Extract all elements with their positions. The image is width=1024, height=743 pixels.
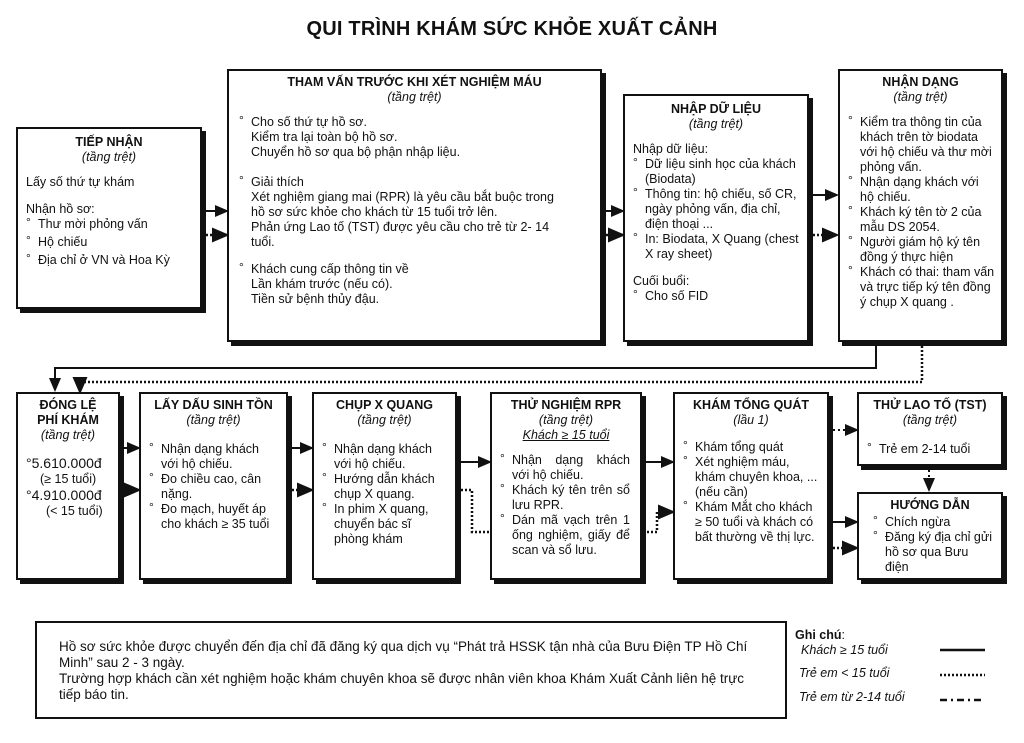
- box-sinh-ton: [139, 392, 288, 580]
- box-tiep-nhan: [16, 127, 202, 309]
- box-tong-quat: [673, 392, 829, 580]
- box-dong-le-phi: [16, 392, 120, 580]
- list-item: [239, 175, 592, 250]
- box-tham-van: [227, 69, 602, 342]
- box-text: Nhận hồ sơ:: [26, 202, 95, 216]
- list-item: ° Đo chiều cao, cân nặng.: [149, 472, 278, 502]
- list-item: ° Nhận dạng khách với hộ chiếu.: [149, 442, 278, 472]
- list-item: ° Kiểm tra thông tin của khách trên tờ biodata với hộ chiếu và thư mời phỏng vấn.: [848, 115, 995, 175]
- box-title: ĐÓNG LỆ: [39, 398, 97, 412]
- box-subtitle: (tầng trệt): [186, 413, 241, 427]
- box-title: THAM VẤN TRƯỚC KHI XÉT NGHIỆM MÁU: [287, 75, 542, 89]
- box-nhan-dang: [838, 69, 1003, 342]
- box-text: hồ sơ sức khỏe cho khách từ 15 tuổi trở lên.: [251, 205, 498, 219]
- list-item: ° Người giám hộ ký tên đồng ý thực hiện: [848, 235, 995, 265]
- fee-note: (≥ 15 tuổi): [40, 472, 97, 486]
- box-text: ° Giải thích: [251, 175, 304, 189]
- box-text: Tiền sử bệnh thủy đậu.: [251, 292, 380, 306]
- box-text: tuổi.: [251, 235, 275, 249]
- fee-note: (< 15 tuổi): [46, 504, 103, 518]
- list-item: ° Chích ngừa: [873, 515, 993, 530]
- box-title: LẤY DẤU SINH TỒN: [154, 398, 273, 412]
- box-nhap-du-lieu: [623, 94, 809, 342]
- box-text: Cuối buổi:: [633, 274, 690, 288]
- list-item: ° Trẻ em 2-14 tuổi: [867, 442, 993, 457]
- legend: [795, 628, 1015, 718]
- box-subtitle: (tầng trệt): [893, 90, 948, 104]
- list-item: [239, 115, 592, 160]
- box-text: Xét nghiệm giang mai (RPR) là yêu cầu bắt buộc trong: [251, 190, 554, 204]
- box-text: Kiểm tra lại toàn bộ hồ sơ.: [251, 130, 398, 144]
- list-item: ° Đo mạch, huyết áp cho khách ≥ 35 tuổi: [149, 502, 278, 532]
- list-item: ° Thông tin: hộ chiếu, số CR, ngày phỏng vấn, địa chỉ, điện thoại ...: [633, 187, 799, 232]
- box-title: NHẬN DẠNG: [882, 75, 959, 89]
- box-text: Lần khám trước (nếu có).: [251, 277, 393, 291]
- box-title: TIẾP NHẬN: [75, 135, 143, 149]
- box-title: KHÁM TỔNG QUÁT: [693, 398, 809, 412]
- list-item: ° Nhận dạng khách với hộ chiếu.: [848, 175, 995, 205]
- legend-title: Ghi chú:: [795, 628, 846, 642]
- box-title: HƯỚNG DẪN: [890, 498, 970, 512]
- box-huong-dan: [857, 492, 1003, 580]
- list-item: ° In phim X quang, chuyển bác sĩ phòng khám: [322, 502, 447, 547]
- box-subtitle: (tầng trệt): [387, 90, 442, 104]
- list-item: ° In: Biodata, X Quang (chest X ray sheet): [633, 232, 799, 262]
- list-item: ° Khách có thai: tham vấn và trực tiếp ký tên đồng ý chụp X quang .: [848, 265, 995, 310]
- box-subtitle: (tầng trệt): [538, 413, 594, 427]
- box-x-quang: [312, 392, 457, 580]
- box-text: Phản ứng Lao tố (TST) được yêu cầu cho trẻ từ 2- 14: [251, 220, 550, 234]
- box-subtitle: (tầng trệt): [688, 117, 744, 131]
- box-subtitle: (tầng trệt): [902, 413, 958, 427]
- list-item: ° Dữ liệu sinh học của khách (Biodata): [633, 157, 799, 187]
- note-text: Hồ sơ sức khỏe được chuyển đến địa chỉ đã đăng ký qua dịch vụ “Phát trả HSSK tận nhà của Bưu Điện TP Hồ Chí Minh” sau 2 - 3 ngày.: [59, 639, 748, 670]
- list-item: ° Khám Mắt cho khách ≥ 50 tuổi và khách có bất thường về thị lực.: [683, 500, 819, 545]
- box-text: ° Cho số thứ tự hồ sơ.: [251, 115, 367, 129]
- list-item: ° Nhận dạng khách với hộ chiếu.: [500, 453, 630, 483]
- page-title: QUI TRÌNH KHÁM SỨC KHỎE XUẤT CẢNH: [306, 18, 718, 40]
- note-text: Trường hợp khách cần xét nghiệm hoặc khám chuyên khoa sẽ được nhân viên khoa Khám Xuất Cảnh liên hệ trực tiếp báo tin.: [59, 671, 745, 702]
- legend-item-dotted: Trẻ em < 15 tuổi: [799, 666, 890, 680]
- box-rpr: [490, 392, 642, 580]
- box-subtitle: (tầng trệt): [40, 428, 96, 442]
- list-item: ° Cho số FID: [633, 289, 799, 304]
- delivery-note: [35, 621, 787, 719]
- box-text: Chuyển hồ sơ qua bộ phận nhập liệu.: [251, 145, 461, 159]
- box-title: CHỤP X QUANG: [335, 398, 433, 412]
- box-text: Nhập dữ liệu:: [633, 142, 709, 156]
- list-item: ° Khách ký tên tờ 2 của mẫu DS 2054.: [848, 205, 995, 235]
- list-item: ° Nhận dạng khách với hộ chiếu.: [322, 442, 447, 472]
- list-item: ° Khám tổng quát: [683, 440, 819, 455]
- box-text: ° Khách cung cấp thông tin về: [251, 262, 409, 276]
- list-item: ° Xét nghiệm máu, khám chuyên khoa, ...(nếu cần): [683, 455, 819, 500]
- list-item: ° Địa chỉ ở VN và Hoa Kỳ: [26, 253, 192, 268]
- list-item: [239, 262, 592, 307]
- fee-amount: °5.610.000đ: [26, 455, 102, 471]
- legend-item-solid: Khách ≥ 15 tuổi: [801, 643, 888, 657]
- box-subtitle: (lầu 1): [733, 413, 769, 427]
- box-lao-to: [857, 392, 1003, 466]
- box-subtitle: (tầng trệt): [81, 150, 137, 164]
- list-item: ° Hướng dẫn khách chụp X quang.: [322, 472, 447, 502]
- box-title: THỬ LAO TỐ (TST): [873, 398, 987, 412]
- box-text: Lấy số thứ tự khám: [26, 175, 135, 189]
- box-title: PHÍ KHÁM: [37, 413, 99, 427]
- box-subtitle: (tầng trệt): [357, 413, 412, 427]
- list-item: ° Khách ký tên trên sổ lưu RPR.: [500, 483, 630, 513]
- list-item: ° Dán mã vạch trên 1 ống nghiệm, giấy để scan và sổ lưu.: [500, 513, 630, 558]
- list-item: ° Hộ chiếu: [26, 235, 192, 250]
- fee-amount: °4.910.000đ: [26, 487, 102, 503]
- box-subtitle: Khách ≥ 15 tuổi: [522, 428, 610, 442]
- box-title: NHẬP DỮ LIỆU: [670, 102, 761, 116]
- legend-item-dashdot: Trẻ em từ 2-14 tuổi: [799, 690, 905, 704]
- box-title: THỬ NGHIỆM RPR: [510, 398, 622, 412]
- list-item: ° Đăng ký địa chỉ gửi hồ sơ qua Bưu điện: [873, 530, 993, 575]
- list-item: ° Thư mời phỏng vấn: [26, 217, 192, 232]
